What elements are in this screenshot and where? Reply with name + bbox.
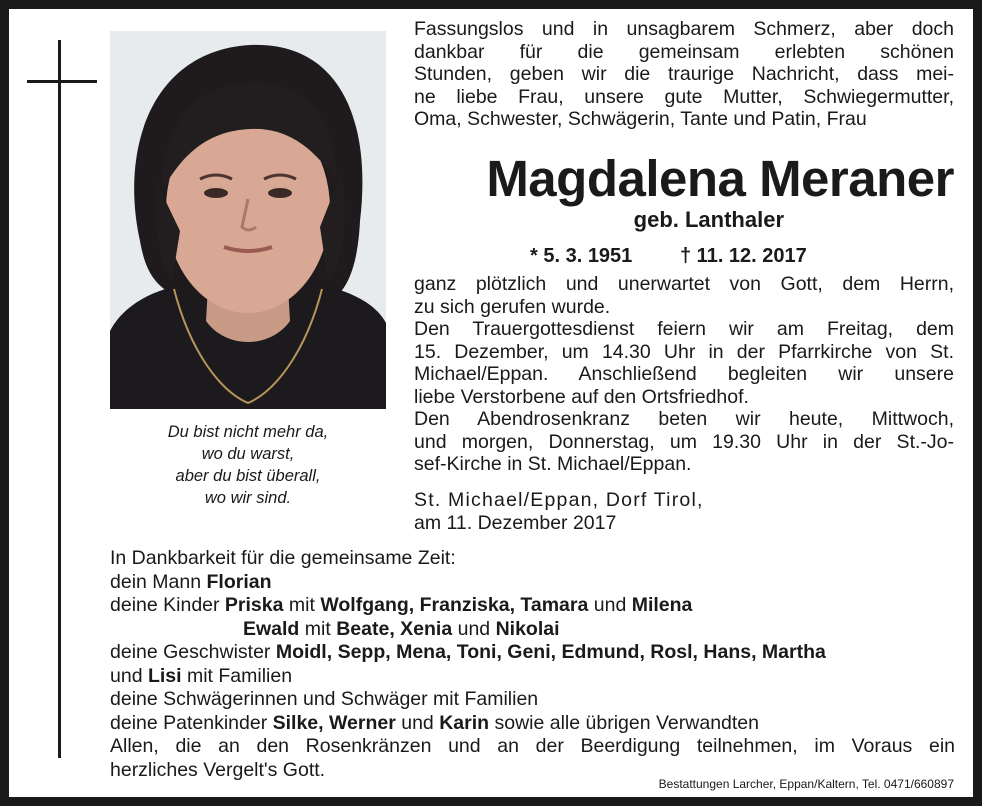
mourner-name: Silke, Werner xyxy=(272,711,396,734)
mourner-name: Beate, Xenia xyxy=(336,617,453,640)
mourner-connector: und xyxy=(452,617,496,640)
body-line: ganz plötzlich und unerwartet von Gott, dem Herrn, xyxy=(414,273,954,295)
intro-line: Stunden, geben wir die traurige Nachricht, dass mei- xyxy=(414,63,954,85)
funeral-home-footer: Bestattungen Larcher, Eppan/Kaltern, Tel. 0471/660897 xyxy=(658,777,954,791)
mourner-name: Lisi xyxy=(147,664,182,687)
place-line: St. Michael/Eppan, Dorf Tirol, xyxy=(414,489,704,511)
date-line: am 11. Dezember 2017 xyxy=(414,511,617,534)
mourner-name: Nikolai xyxy=(495,617,560,640)
portrait-photo xyxy=(110,31,386,409)
mourner-row-children xyxy=(110,594,955,618)
poem-line: wo wir sind. xyxy=(204,489,292,507)
intro-text xyxy=(414,18,954,131)
poem-line: Du bist nicht mehr da, xyxy=(167,423,329,441)
deceased-name: Magdalena Meraner xyxy=(486,150,954,207)
mourner-row-siblings xyxy=(110,641,955,665)
mourner-label: deine Patenkinder xyxy=(110,711,273,734)
intro-line: dankbar für die gemeinsam erlebten schönen xyxy=(414,40,954,63)
death-date: † 11. 12. 2017 xyxy=(680,245,807,267)
poem-line: wo du warst, xyxy=(201,445,295,463)
intro-line: ne liebe Frau, unsere gute Mutter, Schwiegermutter, xyxy=(414,85,954,108)
mourner-label: deine Kinder xyxy=(110,594,225,616)
mourner-row-siblings-2 xyxy=(110,665,955,689)
mourner-connector: und xyxy=(588,594,632,616)
portrait-illustration xyxy=(110,31,386,409)
mourner-row-in-laws: deine Schwägerinnen und Schwäger mit Familien xyxy=(110,688,539,710)
place-and-date xyxy=(414,489,954,534)
mourner-name: Priska xyxy=(224,594,284,616)
mourner-row-godchildren xyxy=(110,712,955,736)
thanks-line: Allen, die an den Rosenkränzen und an der Beerdigung teilnehmen, im Voraus ein xyxy=(110,735,955,757)
mourner-connector: und xyxy=(395,711,440,734)
mourner-connector: mit xyxy=(283,594,321,616)
mourner-name: Karin xyxy=(439,711,490,734)
poem xyxy=(110,421,386,509)
mourner-name: Milena xyxy=(631,594,693,616)
mourners-intro: In Dankbarkeit für die gemeinsame Zeit: xyxy=(110,547,456,569)
announcement-text xyxy=(414,273,954,476)
mourner-label: dein Mann xyxy=(110,570,207,593)
body-line: liebe Verstorbene auf den Ortsfriedhof. xyxy=(414,385,749,408)
mourner-name: Wolfgang, Franziska, Tamara xyxy=(320,594,589,616)
body-line: sef-Kirche in St. Michael/Eppan. xyxy=(414,453,692,475)
mourner-name: Moidl, Sepp, Mena, Toni, Geni, Edmund, Rosl, Hans, Martha xyxy=(275,641,826,663)
mourner-row-children-2 xyxy=(110,618,955,642)
thanks-line: herzliches Vergelt's Gott. xyxy=(110,758,326,781)
intro-line: Fassungslos und in unsagbarem Schmerz, aber doch xyxy=(414,18,954,40)
cross-vertical-bar xyxy=(58,40,61,758)
mourner-name: Ewald xyxy=(243,617,300,640)
mourner-connector: mit Familien xyxy=(181,664,293,687)
intro-line: Oma, Schwester, Schwägerin, Tante und Patin, Frau xyxy=(414,108,867,130)
body-line: Den Trauergottesdienst feiern wir am Freitag, dem xyxy=(414,318,954,340)
mourner-connector: sowie alle übrigen Verwandten xyxy=(489,711,759,734)
mourner-connector: und xyxy=(110,664,148,687)
body-line: 15. Dezember, um 14.30 Uhr in der Pfarrkirche von St. xyxy=(414,340,954,363)
poem-line: aber du bist überall, xyxy=(175,467,321,485)
body-line: und morgen, Donnerstag, um 19.30 Uhr in der St.-Jo- xyxy=(414,430,954,453)
body-line: zu sich gerufen wurde. xyxy=(414,295,611,318)
mourner-name: Florian xyxy=(206,570,272,593)
body-line: Michael/Eppan. Anschließend begleiten wir unsere xyxy=(414,363,954,385)
body-line: Den Abendrosenkranz beten wir heute, Mittwoch, xyxy=(414,408,954,430)
mourner-row-husband xyxy=(110,571,955,595)
mourner-connector: mit xyxy=(299,617,337,640)
mourners-list xyxy=(110,547,955,782)
cross-horizontal-bar xyxy=(27,80,97,83)
birth-date: * 5. 3. 1951 xyxy=(530,245,633,267)
mourner-label: deine Geschwister xyxy=(110,641,276,663)
birth-name: geb. Lanthaler xyxy=(633,207,784,232)
